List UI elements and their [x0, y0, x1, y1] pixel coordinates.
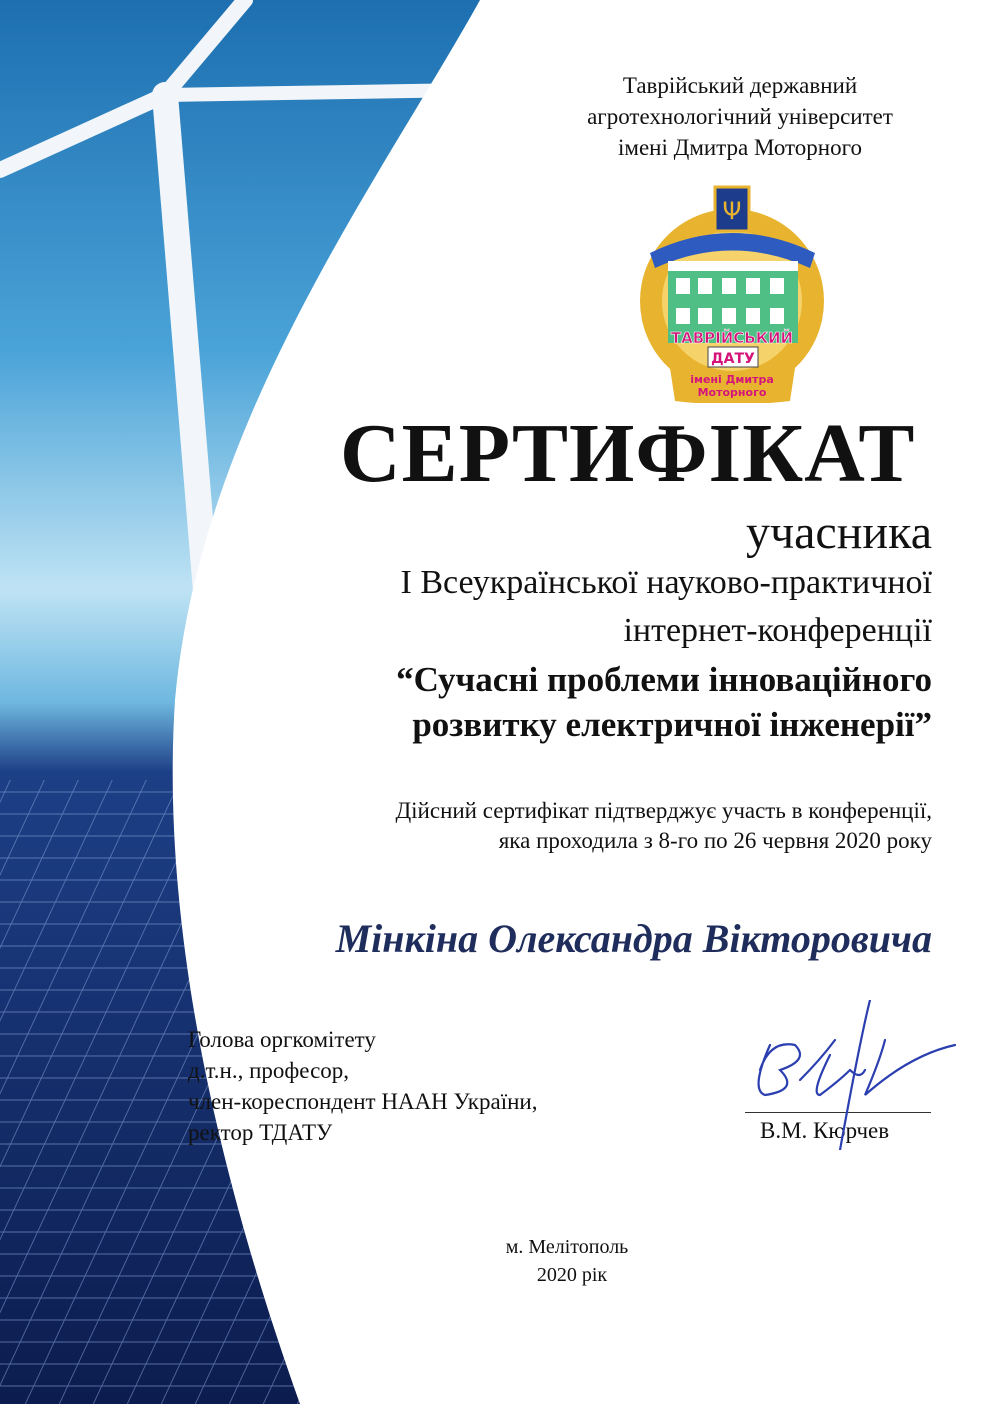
position-line: д.т.н., професор,: [188, 1058, 350, 1083]
logo-text: імені Дмитра: [690, 373, 774, 386]
signatory-position: [188, 1024, 537, 1148]
logo-text: Моторного: [697, 386, 767, 399]
position-line: Голова оргкомітету: [188, 1027, 376, 1052]
event-line: інтернет-конференції: [623, 612, 932, 649]
certificate-title: СЕРТИФІКАТ: [340, 407, 916, 500]
svg-text:Ψ: Ψ: [722, 197, 742, 225]
signature-image: [740, 1000, 960, 1150]
certificate-subtitle: учасника: [745, 506, 932, 559]
footer-year: 2020 рік: [536, 1264, 608, 1286]
description-line: Дійсний сертифікат підтверджує участь в конференції,: [395, 798, 932, 823]
position-line: член-кореспондент НААН України,: [188, 1089, 538, 1114]
position-line: ректор ТДАТУ: [188, 1120, 333, 1145]
university-line: Таврійський державний: [622, 73, 858, 98]
topic-line: розвитку електричної інженерії”: [412, 705, 932, 744]
university-line: агротехнологічний університет: [587, 104, 893, 129]
university-line: імені Дмитра Моторного: [618, 135, 862, 160]
footer-city: м. Мелітополь: [505, 1236, 629, 1258]
university-logo: [630, 183, 835, 403]
logo-text: ТАВРІЙСЬКИЙ: [670, 329, 794, 347]
event-line: І Всеукраїнської науково-практичної: [400, 564, 932, 601]
university-name: [540, 70, 940, 163]
description-line: яка проходила з 8-го по 26 червня 2020 року: [498, 828, 932, 853]
signatory-name: В.М. Кюрчев: [760, 1118, 890, 1143]
logo-text: ДАТУ: [711, 351, 755, 367]
topic-line: “Сучасні проблеми інноваційного: [396, 660, 932, 699]
recipient-name: Мінкіна Олександра Вікторовича: [335, 916, 932, 961]
